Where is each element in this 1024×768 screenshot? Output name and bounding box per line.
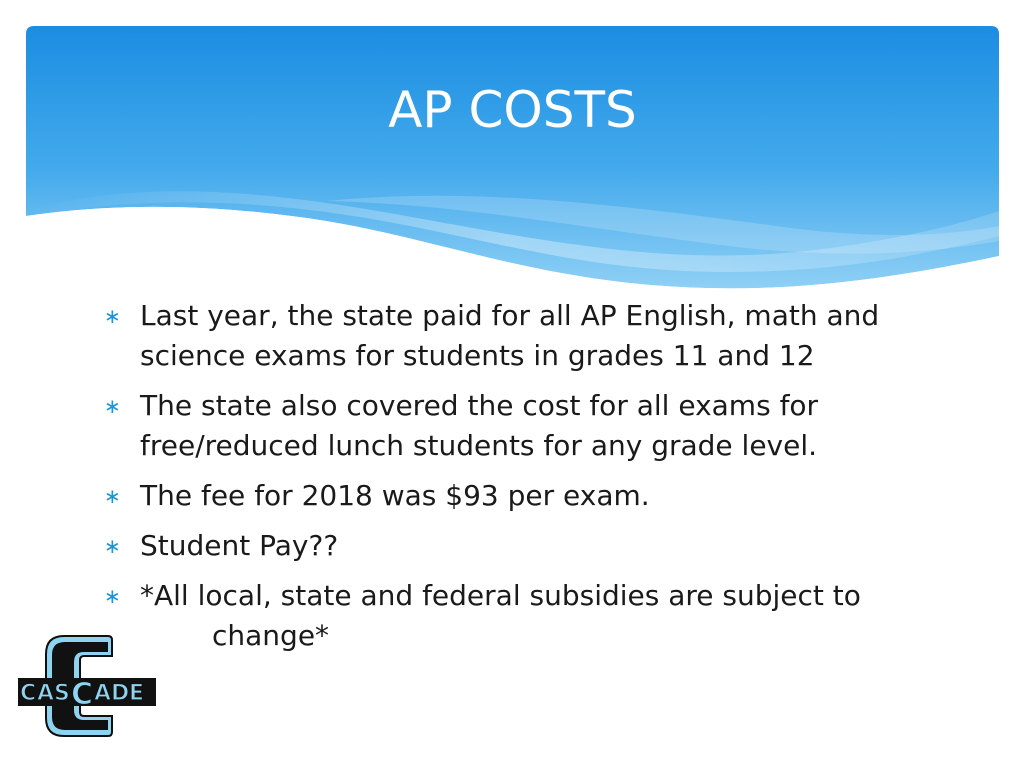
bullet-list	[100, 296, 900, 666]
bullet-text: *All local, state and federal subsidies are subject to	[140, 579, 861, 612]
bullet-item	[100, 386, 900, 466]
bullet-text: Student Pay??	[140, 529, 339, 562]
asterisk-bullet-icon: ∗	[104, 584, 121, 608]
bullet-item	[100, 526, 900, 566]
asterisk-bullet-icon: ∗	[104, 484, 121, 508]
logo-letter: C	[71, 677, 94, 712]
bullet-item	[100, 576, 900, 656]
logo-letter: A	[94, 681, 112, 706]
logo-letter: D	[111, 681, 130, 706]
header-banner	[26, 26, 999, 296]
bullet-text: The state also covered the cost for all exams for free/reduced lunch students for any grade level.	[140, 389, 819, 462]
bullet-item	[100, 296, 900, 376]
logo-letter: C	[20, 681, 37, 706]
asterisk-bullet-icon: ∗	[104, 534, 121, 558]
header-wave-background	[26, 26, 999, 296]
cascade-logo-icon	[16, 634, 158, 738]
slide-title: AP COSTS	[388, 81, 637, 139]
bullet-item	[100, 476, 900, 516]
asterisk-bullet-icon: ∗	[104, 394, 121, 418]
bullet-text: Last year, the state paid for all AP English, math and science exams for students in grades 11 and 12	[140, 299, 880, 372]
logo-letter: A	[37, 681, 55, 706]
bullet-text: The fee for 2018 was $93 per exam.	[140, 479, 650, 512]
logo-letter: S	[54, 681, 70, 706]
asterisk-bullet-icon: ∗	[104, 304, 121, 328]
bullet-text-continuation: change*	[212, 619, 330, 652]
logo-letter: E	[129, 681, 145, 706]
